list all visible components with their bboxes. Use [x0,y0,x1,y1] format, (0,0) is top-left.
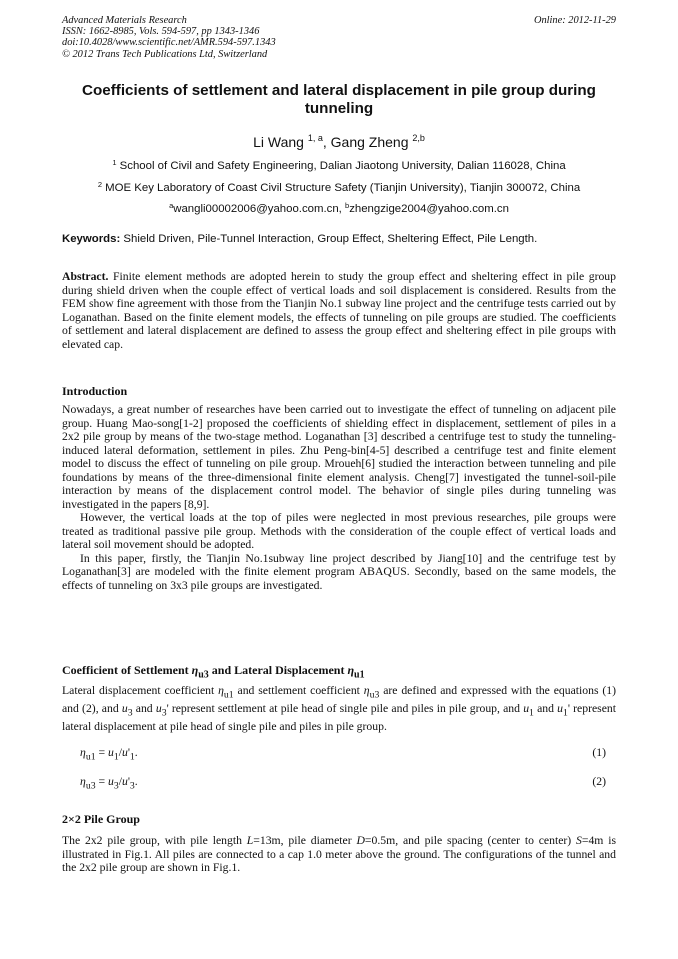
S-symbol: S [576,834,582,847]
author-2-name: Gang Zheng [330,134,413,150]
u-symbol: u [121,746,128,759]
eta-sub-u3: u3 [369,689,380,701]
keywords-label: Keywords: [62,233,121,245]
eta-symbol: η [80,775,86,788]
pile-group-heading: 2×2 Pile Group [62,812,140,826]
doi-line: doi:10.4028/www.scientific.net/AMR.594-597.1343 [62,37,276,49]
journal-header [62,15,616,60]
introduction-heading: Introduction [62,384,128,398]
eta-sub-u1: u1 [223,689,234,701]
copyright-line: © 2012 Trans Tech Publications Ltd, Switzerland [62,48,268,60]
abstract-label: Abstract. [62,270,109,283]
eta-sub-u3: u3 [198,669,209,681]
eta-symbol: η [80,746,86,759]
author-line [62,130,616,150]
keywords-text: Shield Driven, Pile-Tunnel Interaction, Group Effect, Sheltering Effect, Pile Length. [120,233,538,245]
sub-3: 3 [127,707,133,719]
online-date: Online: 2012-11-29 [533,15,616,26]
eta-symbol: η [191,663,199,677]
email-a-sup: a [169,201,174,210]
equation-1-number: (1) [592,746,606,759]
sub-3: 3 [161,707,167,719]
intro-paragraph-2: However, the vertical loads at the top of piles were neglected in most previous researches, pile groups were treated as traditional passive pile group. Methods with the consideration of the couple effect of vertical loads and lateral soil movement should be adopted. [62,511,616,551]
affiliation-2-sup: 2 [97,180,102,189]
coefficient-heading-b: and Lateral Displacement [208,663,348,677]
paper-title: Coefficients of settlement and lateral displacement in pile group during tunneling [82,82,596,117]
intro-paragraph-3: In this paper, firstly, the Tianjin No.1subway line project described by Jiang[10] and the centrifuge test by Loganathan[3] are modeled with the finite element program ABAQUS. Secondly, based on the same models, the effects of tunneling on 3x3 pile groups are investigated. [62,551,616,592]
eq1-sub: u1 [85,751,96,763]
eta-symbol: η [218,684,224,697]
abstract [62,270,616,351]
equation-1: $\eta_{u1} = u_1/u'_1$. (1) [80,746,606,763]
coef-text-7: ' represent lateral displacement at pile head of single pile and piles in pile group. [62,701,616,733]
coef-text-1: Lateral displacement coefficient [62,684,219,697]
email-b: zhengzige2004@yahoo.com.cn [349,203,509,215]
affiliation-1-sup: 1 [112,158,117,167]
email-a: wangli00002006@yahoo.com.cn, [173,203,346,215]
coefficient-heading [62,663,365,680]
author-1-name: Li Wang [253,134,308,150]
affiliation-1 [62,156,616,173]
sub-1: 1 [113,751,119,763]
coefficient-heading-a: Coefficient of Settlement [62,663,192,677]
email-line [62,199,616,216]
journal-name: Advanced Materials Research [62,15,187,26]
equation-2-number: (2) [592,775,606,788]
affiliation-1-text: School of Civil and Safety Engineering, Dalian Jiaotong University, Dalian 116028, China [116,160,566,172]
pile-text-1: The 2x2 pile group, with pile length [62,834,247,847]
issn-line: ISSN: 1662-8985, Vols. 594-597, pp 1343-1346 [62,26,260,38]
affiliation-2 [62,178,616,195]
introduction-body [62,403,616,592]
eta-symbol: η [363,684,370,697]
abstract-text: Finite element methods are adopted herein to study the group effect and sheltering effect in pile group during shield driven when the couple effect of vertical loads and soil displacement is considered. Results from the FEM show fine agreement with those from the Tianjin No.1 subway line project and the centrifuge tests carried out by Loganathan. Based on the finite element models, the effects of tunneling on pile groups are studied. The coefficients of settlement and lateral displacement are defined to assess the group effect and sheltering effect in pile groups with elevated cap. [62,270,616,351]
sub-1: 1 [563,707,568,719]
eta-sub-u1: u1 [354,669,365,681]
u-symbol: u [121,701,128,715]
equation-2: $\eta_{u3} = u_3/u'_3$. (2) [80,775,606,792]
u-symbol: u [557,701,563,715]
coef-text-2: and settlement coefficient [233,684,364,697]
u-symbol: u [108,775,114,788]
L-symbol: L [246,834,254,847]
author-separator: , [322,134,331,150]
u-symbol: u [121,775,128,788]
author-1-sup: 1, a [307,133,323,143]
coef-text-3: are defined and expressed with the equations (1) and (2), and [62,684,616,715]
pile-group-body [62,834,616,875]
u-symbol: u [108,746,114,759]
sub-1: 1 [529,707,534,719]
u-symbol: u [155,701,162,715]
coef-text-4: and [132,701,156,715]
u-symbol: u [523,701,530,715]
coef-text-5: ' represent settlement at pile head of single pile and piles in pile group, and [166,701,524,715]
sub-1: 1 [129,751,135,763]
eta-symbol: η [347,663,355,677]
eq2-sub: u3 [85,780,96,792]
pile-text-3: =0.5m, and pile spacing (center to center) [364,834,577,847]
email-b-sup: b [345,201,350,210]
sub-3: 3 [113,780,119,792]
coef-text-6: and [533,701,558,715]
author-2-sup: 2,b [412,133,425,143]
pile-text-4: =4m is illustrated in Fig.1. All piles are connected to a cap 1.0 meter above the ground. The configurations of the tunnel and the 2x2 pile group are shown in Fig.1. [62,834,617,874]
sub-3: 3 [129,780,135,792]
pile-text-2: =13m, pile diameter [253,834,357,847]
coefficient-body [62,684,616,733]
intro-paragraph-1: Nowadays, a great number of researches have been carried out to investigate the effect of tunneling on adjacent pile group. Huang Mao-song[1-2] proposed the coefficients of shielding effect in displacement, settlement of piles in a 2x2 pile group by means of the two-stage method. Loganathan [3] described a centrifuge test to study the tunneling-induced lateral deformation, settlement in piles. Zhu Peng-bin[4-5] described a centrifuge test and finite element model to discuss the effect of tunneling on pile group. Mroueh[6] studied the interaction between tunneling and pile foundations by means of the three-dimensional finite element analysis. Cheng[7] investigated the tunnel-soil-pile interaction by means of the displacement control model. The behavior of single piles during tunneling was investigated in the papers [8,9]. [62,403,616,511]
affiliation-2-text: MOE Key Laboratory of Coast Civil Structure Safety (Tianjin University), Tianjin 300072, China [101,182,581,194]
D-symbol: D [356,834,365,847]
keywords [62,233,616,246]
